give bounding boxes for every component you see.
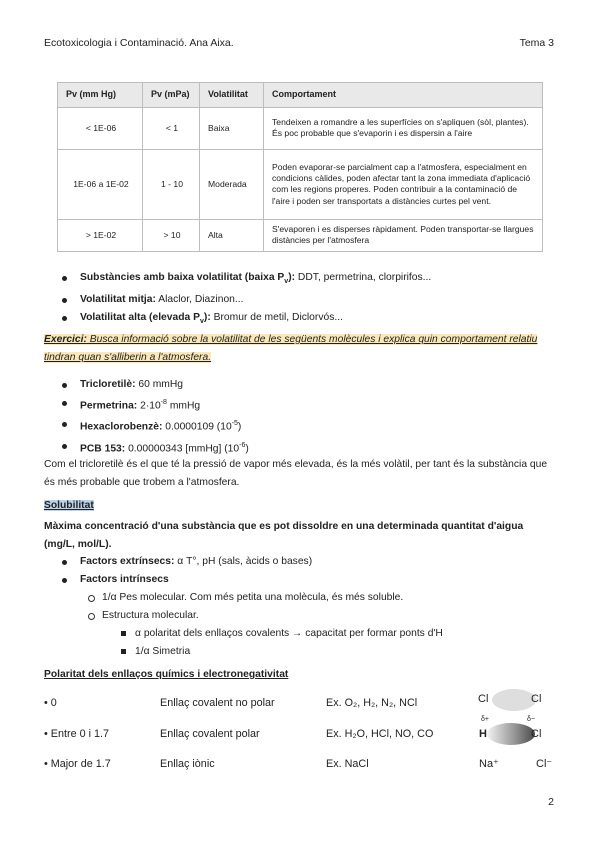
atom-label: Cl (531, 728, 542, 740)
table-cell: Moderada (200, 149, 264, 219)
exercise-statement (44, 331, 546, 367)
table-cell: Poden evaporar-se parcialment cap a l'atmosfera, especialment en condicions càlides, poden afectar tant la zona immediata d'aplicació com les regions properes. Poden contribuir a la contaminació de l'aire i poden ser transportats a distàncies curtes pel vent. (264, 149, 543, 219)
conclusion-paragraph: Com el tricloretilè és el que té la pressió de vapor més elevada, és la més volàtil, per tant és la substància que és més probable que trobem a l'atmosfera. (44, 459, 548, 488)
column-header: Comportament (264, 83, 543, 108)
bond-examples: Ex. O₂, H₂, N₂, NCl (326, 697, 418, 709)
list-item: α polaritat dels enllaços covalents → capacitat per formar ponts d'H (135, 625, 443, 643)
molecule-list (44, 376, 249, 458)
polarity-range: • Major de 1.7 (44, 758, 111, 770)
table-cell: < 1 (143, 107, 200, 149)
table-row (58, 219, 543, 251)
list-item: Volatilitat mitja: Alaclor, Diazinon... (44, 291, 431, 309)
table-cell: S'evaporen i es disperses ràpidament. Poden transportar-se llargues distàncies per l'atmosfera (264, 219, 543, 251)
table-row (58, 107, 543, 149)
exercise-label: Exercici: (44, 334, 87, 345)
ion-label: Cl⁻ (536, 758, 553, 770)
column-header: Pv (mm Hg) (58, 83, 143, 108)
polarity-range: • 0 (44, 697, 57, 709)
table-cell: < 1E-06 (58, 107, 143, 149)
list-item: Permetrina: $2\cdot 10^{-8}$ mmHg (44, 394, 249, 415)
table-cell: > 10 (143, 219, 200, 251)
volatility-list (44, 269, 431, 331)
list-item: Tricloretilè: 60 mmHg (44, 376, 249, 394)
table-cell: Baixa (200, 107, 264, 149)
list-item: 1/α Pes molecular. Com més petita una molècula, és més soluble. (102, 589, 403, 607)
bond-type: Enllaç covalent polar (160, 728, 260, 740)
exercise-text: Busca informació sobre la volatilitat de les següents molècules i explica quin comportament relatiu tindran quan s'alliberin a l'atmosfera. (44, 334, 538, 363)
topic-label: Tema 3 (519, 37, 554, 49)
structure-factors-list (135, 625, 443, 661)
page-number: 2 (548, 796, 554, 808)
table-cell: Alta (200, 219, 264, 251)
bond-examples: Ex. NaCl (326, 758, 369, 770)
list-item: PCB 153: 0.00000343 [mmHg] $(10^{-6})$ (44, 437, 249, 458)
atom-label: Cl (531, 693, 542, 705)
bond-type: Enllaç covalent no polar (160, 697, 275, 709)
bond-type: Enllaç iònic (160, 758, 215, 770)
list-item: Factors extrínsecs: α T°, pH (sals, àcids o bases) (44, 553, 312, 571)
table-row (58, 149, 543, 219)
intrinsic-factors-list (102, 589, 403, 625)
list-item: Estructura molecular. (102, 607, 403, 625)
list-item: Hexaclorobenzè: 0.0000109 $(10^{-5})$ (44, 415, 249, 436)
table-header-row (58, 83, 543, 108)
table-cell: > 1E-02 (58, 219, 143, 251)
polarity-heading: Polaritat dels enllaços químics i electronegativitat (44, 669, 289, 680)
partial-charge: δ+ (481, 716, 489, 723)
electron-cloud (492, 689, 536, 711)
atom-label: Cl (478, 693, 489, 705)
solubility-definition: Màxima concentració d'una substància que es pot dissoldre en una determinada quantitat d'aigua (mg/L, mol/L). (44, 521, 524, 550)
solubility-factors (44, 553, 312, 589)
volatility-table (57, 82, 543, 252)
page-header (44, 37, 554, 49)
column-header: Pv (mPa) (143, 83, 200, 108)
list-item: Factors intrínsecs (44, 571, 312, 589)
partial-charge: δ− (527, 716, 535, 723)
table-cell: 1E-06 a 1E-02 (58, 149, 143, 219)
solubility-heading: Solubilitat (44, 500, 94, 511)
bond-examples: Ex. H₂O, HCl, NO, CO (326, 728, 434, 740)
list-item: 1/α Simetria (135, 643, 443, 661)
list-item: Volatilitat alta (elevada $P_v$): Bromur de metil, Diclorvós... (44, 309, 431, 331)
table-cell: Tendeixen a romandre a les superfícies on s'apliquen (sòl, plantes). És poc probable que s'evaporin i es dispersin a l'aire (264, 107, 543, 149)
list-item: Substàncies amb baixa volatilitat (baixa $P_v$): DDT, permetrina, clorpirifos... (44, 269, 431, 291)
atom-label: H (479, 728, 487, 740)
document-title: Ecotoxicologia i Contaminació. Ana Aixa. (44, 37, 234, 49)
ion-label: Na⁺ (479, 758, 499, 770)
electron-cloud (487, 723, 535, 745)
table-cell: 1 - 10 (143, 149, 200, 219)
column-header: Volatilitat (200, 83, 264, 108)
polarity-range: • Entre 0 i 1.7 (44, 728, 109, 740)
